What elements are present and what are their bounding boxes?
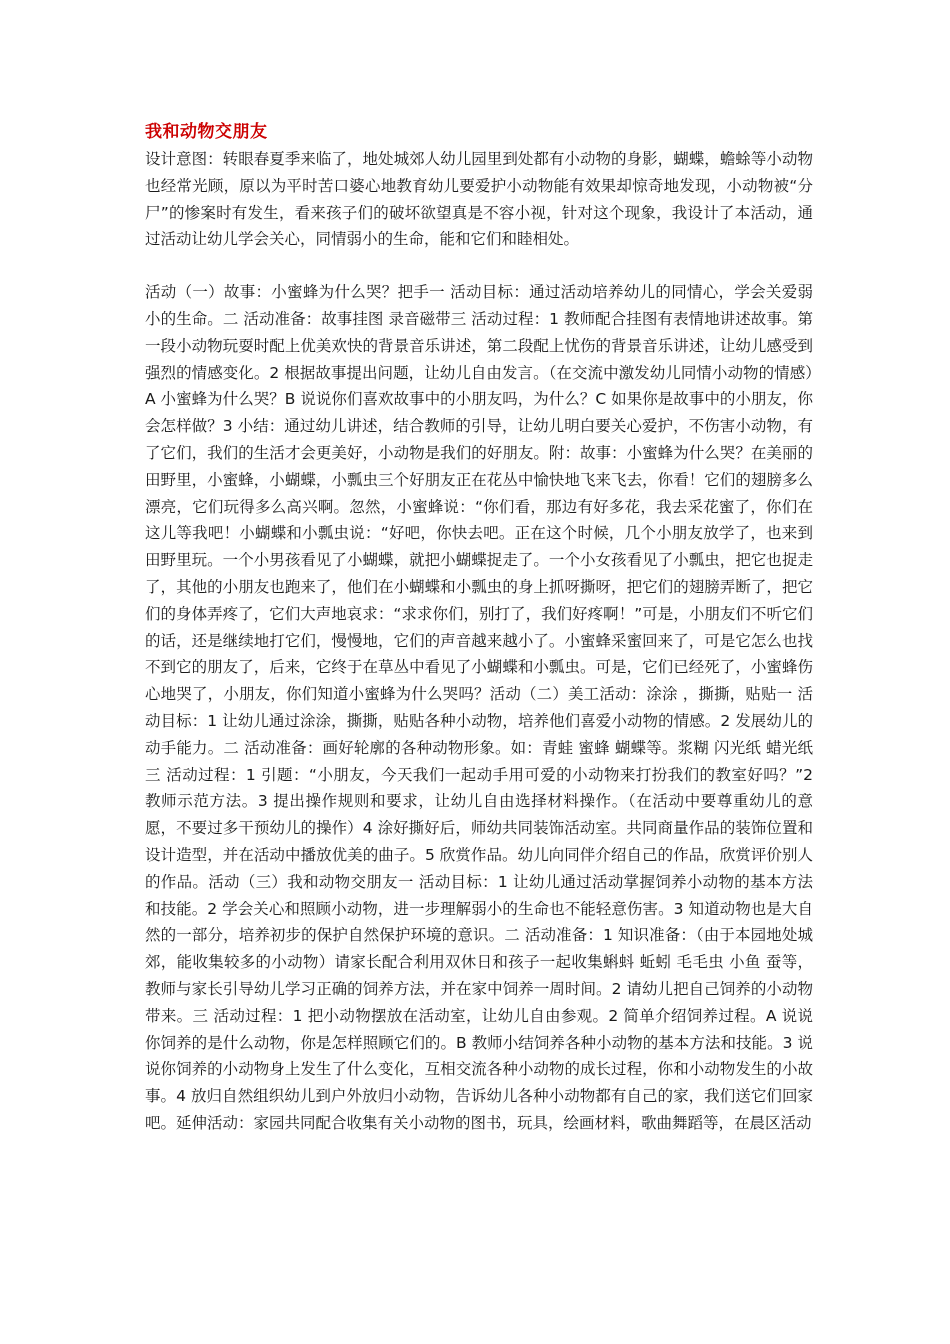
paragraph-gap [145, 253, 813, 279]
intro-paragraph: 设计意图：转眼春夏季来临了，地处城郊人幼儿园里到处都有小动物的身影，蝴蝶，蟾蜍等小动物也经常光顾，原以为平时苦口婆心地教育幼儿要爱护小动物能有效果却惊奇地发现，小动物被“分尸”的惨案时有发生，看来孩子们的破坏欲望真是不容小视，针对这个现象，我设计了本活动，通过活动让幼儿学会关心，同情弱小的生命，能和它们和睦相处。 [145, 150, 813, 249]
document-title: 我和动物交朋友 [145, 122, 268, 142]
document-page [145, 118, 813, 1137]
body-paragraph: 活动（一）故事：小蜜蜂为什么哭？把手一 活动目标：通过活动培养幼儿的同情心，学会关爱弱小的生命。二 活动准备：故事挂图 录音磁带三 活动过程：1 教师配合挂图有表情地讲述故事。第一段小动物玩耍时配上优美欢快的背景音乐讲述，第二段配上忧伤的背景音乐讲述，让幼儿感受到强烈的情感变化。2 根据故事提出问题，让幼儿自由发言。（在交流中激发幼儿同情小动物的情感）A 小蜜蜂为什么哭？B 说说你们喜欢故事中的小朋友吗，为什么？C 如果你是故事中的小朋友，你会怎样做？3 小结：通过幼儿讲述，结合教师的引导，让幼儿明白要关心爱护，不伤害小动物，有了它们，我们的生活才会更美好，小动物是我们的好朋友。附：故事：小蜜蜂为什么哭？在美丽的田野里，小蜜蜂，小蝴蝶，小瓢虫三个好朋友正在花丛中愉快地飞来飞去，你看！它们的翅膀多么漂亮，它们玩得多么高兴啊。忽然，小蜜蜂说：“你们看，那边有好多花，我去采花蜜了，你们在这儿等我吧！小蝴蝶和小瓢虫说：“好吧，你快去吧。正在这个时候，几个小朋友放学了，也来到田野里玩。一个小男孩看见了小蝴蝶，就把小蝴蝶捉走了。一个小女孩看见了小瓢虫，把它也捉走了，其他的小朋友也跑来了，他们在小蝴蝶和小瓢虫的身上抓呀撕呀，把它们的翅膀弄断了，把它们的身体弄疼了，它们大声地哀求：“求求你们，别打了，我们好疼啊！”可是，小朋友们不听它们的话，还是继续地打它们，慢慢地，它们的声音越来越小了。小蜜蜂采蜜回来了，可是它怎么也找不到它的朋友了，后来，它终于在草丛中看见了小蝴蝶和小瓢虫。可是，它们已经死了，小蜜蜂伤心地哭了，小朋友，你们知道小蜜蜂为什么哭吗？活动（二）美工活动：涂涂 ，撕撕，贴贴一 活动目标：1 让幼儿通过涂涂，撕撕，贴贴各种小动物，培养他们喜爱小动物的情感。2 发展幼儿的动手能力。二 活动准备：画好轮廓的各种动物形象。如：青蛙 蜜蜂 蝴蝶等。浆糊 闪光纸 蜡光纸三 活动过程：1 引题：“小朋友，今天我们一起动手用可爱的小动物来打扮我们的教室好吗？”2 教师示范方法。3 提出操作规则和要求，让幼儿自由选择材料操作。（在活动中要尊重幼儿的意愿，不要过多干预幼儿的操作）4 涂好撕好后，师幼共同装饰活动室。共同商量作品的装饰位置和设计造型，并在活动中播放优美的曲子。5 欣赏作品。幼儿向同伴介绍自己的作品，欣赏评价别人的作品。活动（三）我和动物交朋友一 活动目标：1 让幼儿通过活动掌握饲养小动物的基本方法和技能。2 学会关心和照顾小动物，进一步理解弱小的生命也不能轻意伤害。3 知道动物也是大自然的一部分，培养初步的保护自然保护环境的意识。二 活动准备：1 知识准备：（由于本园地处城郊，能收集较多的小动物）请家长配合利用双休日和孩子一起收集蝌蚪 蚯蚓 毛毛虫 小鱼 蚕等，教师与家长引导幼儿学习正确的饲养方法，并在家中饲养一周时间。2 请幼儿把自己饲养的小动物带来。三 活动过程：1 把小动物摆放在活动室，让幼儿自由参观。2 简单介绍饲养过程。A 说说你饲养的是什么动物，你是怎样照顾它们的。B 教师小结饲养各种小动物的基本方法和技能。3 说说你饲养的小动物身上发生了什么变化，互相交流各种小动物的成长过程，你和小动物发生的小故事。4 放归自然组织幼儿到户外放归小动物，告诉幼儿各种小动物都有自己的家，我们送它们回家吧。延伸活动：家园共同配合收集有关小动物的图书，玩具，绘画材料，歌曲舞蹈等，在晨区活动 [145, 283, 813, 1132]
